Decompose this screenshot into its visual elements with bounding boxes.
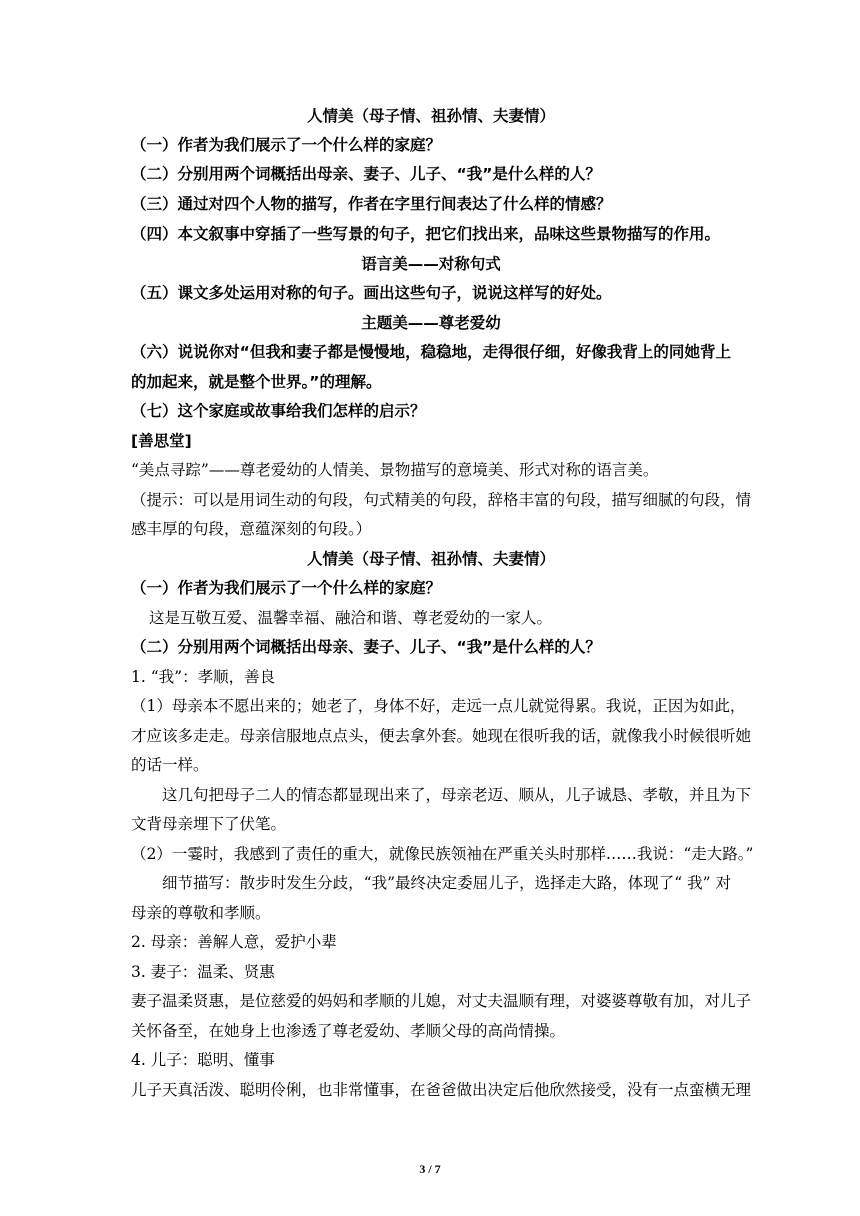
answer-item-wo: 1. “我”：孝顺，善良 xyxy=(131,668,276,686)
section-heading-yuyanmei: 语言美——对称句式 xyxy=(361,255,501,273)
analysis-2-line-2: 母亲的尊敬和孝顺。 xyxy=(131,904,271,922)
hint-line-1: （提示：可以是用词生动的句段，句式精美的句段，辞格丰富的句段，描写细腻的句段，情 xyxy=(131,491,752,509)
question-6-line-2: 的加起来，就是整个世界。”的理解。 xyxy=(131,373,382,391)
analysis-1-line-1: 这几句把母子二人的情态都显现出来了，母亲老迈、顺从，儿子诚恳、孝敬，并且为下 xyxy=(162,786,752,804)
analysis-1-line-2: 文背母亲埋下了伏笔。 xyxy=(131,815,287,833)
qizi-desc-line-1: 妻子温柔贤惠，是位慈爱的妈妈和孝顺的儿媳，对丈夫温顺有理，对婆婆尊敬有加，对儿子 xyxy=(131,992,752,1010)
answer-question-1: （一）作者为我们展示了一个什么样的家庭？ xyxy=(131,579,442,597)
question-2: （二）分别用两个词概括出母亲、妻子、儿子、“我”是什么样的人？ xyxy=(131,165,601,183)
question-3: （三）通过对四个人物的描写，作者在字里行间表达了什么样的情感？ xyxy=(131,195,612,213)
section-heading-renqingmei: 人情美（母子情、祖孙情、夫妻情） xyxy=(306,107,555,125)
shansitang-heading: [善思堂] xyxy=(131,432,192,450)
question-4: （四）本文叙事中穿插了一些写景的句子，把它们找出来，品味这些景物描写的作用。 xyxy=(131,225,721,243)
quote-1-line-1: （1）母亲本不愿出来的；她老了，身体不好，走远一点儿就觉得累。我说，正因为如此， xyxy=(131,697,746,715)
answer-item-erzi: 4. 儿子：聪明、懂事 xyxy=(131,1051,275,1069)
erzi-desc-line-1: 儿子天真活泼、聪明伶俐，也非常懂事，在爸爸做出决定后他欣然接受，没有一点蛮横无理 xyxy=(131,1081,752,1099)
answer-item-muqin: 2. 母亲：善解人意，爱护小辈 xyxy=(131,933,337,951)
qizi-desc-line-2: 关怀备至，在她身上也渗透了尊老爱幼、孝顺父母的高尚情操。 xyxy=(131,1022,566,1040)
question-7: （七）这个家庭或故事给我们怎样的启示？ xyxy=(131,402,426,420)
quote-2: （2）一霎时，我感到了责任的重大，就像民族领袖在严重关头时那样……我说：“走大路。” xyxy=(131,845,754,863)
section-heading-renqingmei-answer: 人情美（母子情、祖孙情、夫妻情） xyxy=(306,550,555,568)
answer-1-text: 这是互敬互爱、温馨幸福、融洽和谐、尊老爱幼的一家人。 xyxy=(149,609,553,627)
analysis-2-line-1: 细节描写：散步时发生分歧，“我”最终决定委屈儿子，选择走大路，体现了“ 我” 对 xyxy=(162,874,731,892)
meidian-xunzong: “美点寻踪”——尊老爱幼的人情美、景物描写的意境美、形式对称的语言美。 xyxy=(131,461,659,479)
question-1: （一）作者为我们展示了一个什么样的家庭？ xyxy=(131,136,442,154)
hint-line-2: 感丰厚的句段，意蕴深刻的句段。） xyxy=(131,520,372,538)
answer-question-2: （二）分别用两个词概括出母亲、妻子、儿子、“我”是什么样的人？ xyxy=(131,638,601,656)
question-6-line-1: （六）说说你对“但我和妻子都是慢慢地，稳稳地，走得很仔细，好像我背上的同她背上 xyxy=(131,343,731,361)
section-heading-zhutimei: 主题美——尊老爱幼 xyxy=(361,314,501,332)
question-5: （五）课文多处运用对称的句子。画出这些句子，说说这样写的好处。 xyxy=(131,284,612,302)
answer-item-qizi: 3. 妻子：温柔、贤惠 xyxy=(131,963,275,981)
quote-1-line-2: 才应该多走走。母亲信服地点点头，便去拿外套。她现在很听我的话，就像我小时候很听她 xyxy=(131,727,752,745)
page-number: 3 / 7 xyxy=(419,1162,441,1176)
quote-1-line-3: 的话一样。 xyxy=(131,756,209,774)
